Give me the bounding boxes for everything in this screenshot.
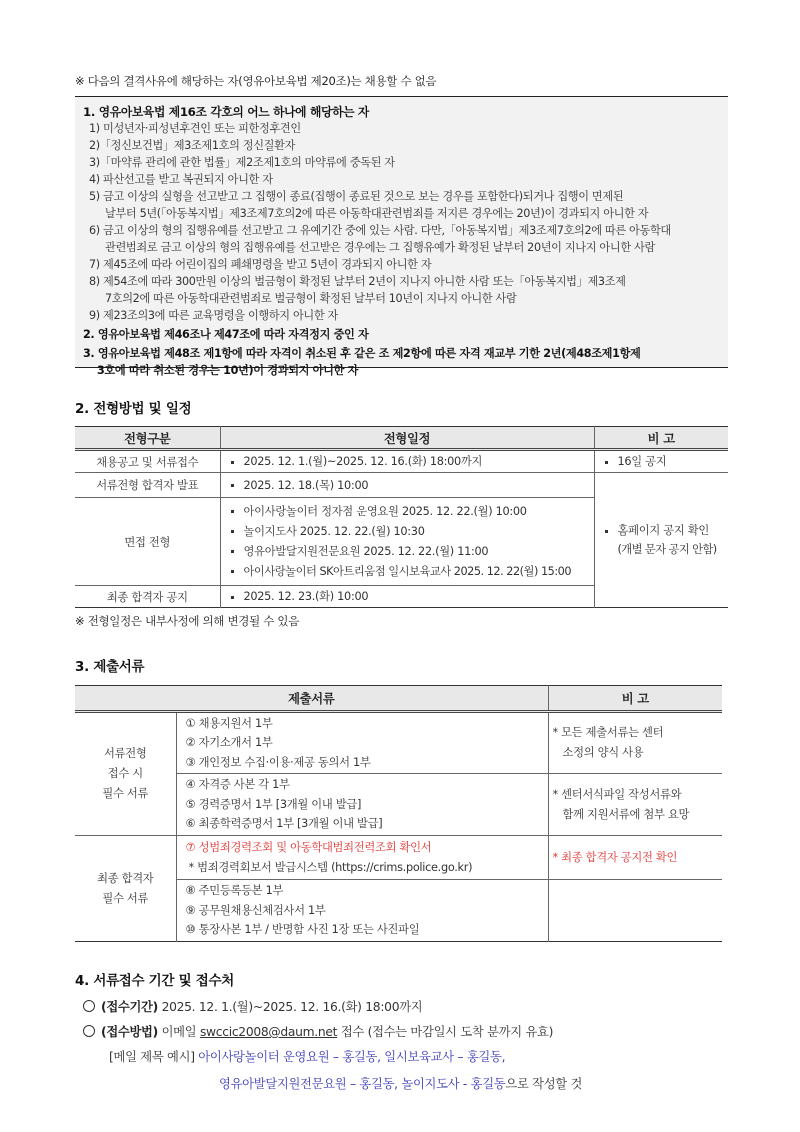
dq-sub-5: 5) 금고 이상의 실형을 선고받고 그 집행이 종료(집행이 종료된 것으로 보는 경우를 포함한다)되거나 집행이 면제된 xyxy=(89,190,624,203)
email-link[interactable]: swccic2008@daum.net xyxy=(199,1025,338,1039)
stage-cell: 면접 전형 xyxy=(75,498,220,586)
bullet-icon xyxy=(231,461,234,464)
dq-sub-3: 3)「마약류 관리에 관한 법률」제2조제1호의 마약류에 중독된 자 xyxy=(89,156,395,169)
circle-bullet-icon xyxy=(83,1000,95,1012)
schedule-cell: 2025. 12. 1.(월)~2025. 12. 16.(화) 18:00까지 xyxy=(220,450,594,473)
document-item-highlight: ⑦ 성범죄경력조회 및 아동학대범죄전력조회 확인서 xyxy=(185,841,432,854)
document-item: ③ 개인정보 수집·이용·제공 동의서 1부 xyxy=(185,755,371,769)
dq-item-2: 2. 영유아보육법 제46조나 제47조에 따라 자격정지 중인 자 xyxy=(83,328,369,341)
document-item: ⑧ 주민등록등본 1부 xyxy=(185,884,284,898)
schedule-cell: 2025. 12. 18.(목) 10:00 xyxy=(220,473,594,498)
merged-remark-cell: 홈페이지 공지 확인 (개별 문자 공지 안함) xyxy=(594,473,728,608)
schedule-header-remark: 비 고 xyxy=(594,427,728,450)
dq-item-3: 3. 영유아보육법 제48조 제1항에 따라 자격이 취소된 후 같은 조 제2항에 따른 자격 재교부 기한 2년(제48조제1항제 xyxy=(83,347,641,360)
document-item: ② 자기소개서 1부 xyxy=(185,736,273,750)
remark-cell: * 센터서식파일 작성서류와 함께 지원서류에 첨부 요망 xyxy=(548,774,722,836)
disqualification-note: ※ 다음의 결격사유에 해당하는 자(영유아보육법 제20조)는 채용할 수 없음 xyxy=(75,74,437,88)
dq-sub-8: 8) 제54조에 따라 300만원 이상의 벌금형이 확정된 날부터 2년이 지나지 아니한 사람 또는「아동복지법」제3조제 xyxy=(89,275,626,288)
bullet-icon xyxy=(231,570,234,573)
schedule-cell: 아이사랑놀이터 정자점 운영요원 2025. 12. 22.(월) 10:00 놀이지도사 2025. 12. 22.(월) 10:30 영유아발달지원전문요원 2025. 12. 22.(월) 11:00 아이사랑놀이터 SK아트리움점 일시보육교사 2025. 12. 22(월) 15:00 xyxy=(220,498,594,586)
section2-title: 2. 전형방법 및 일정 xyxy=(75,401,192,417)
bullet-icon xyxy=(231,530,234,533)
dq-sub-6: 6) 금고 이상의 형의 집행유예를 선고받고 그 유예기간 중에 있는 사람. 다만,「아동복지법」제3조제7호의2에 따른 아동학대 xyxy=(89,224,671,237)
document-item: ⑩ 통장사본 1부 / 반명함 사진 1장 또는 사진파일 xyxy=(185,923,420,937)
document-item: ⑨ 공무원채용신체검사서 1부 xyxy=(185,903,326,917)
bullet-icon xyxy=(605,530,608,533)
documents-header: 제출서류 xyxy=(75,686,548,712)
table-row xyxy=(75,836,722,880)
stage-cell: 서류전형 합격자 발표 xyxy=(75,473,220,498)
dq-sub-9: 9) 제23조의3에 따른 교육명령을 이행하지 아니한 자 xyxy=(89,309,339,322)
example-line-1: [메일 제목 예시] 아이사랑놀이터 운영요원 – 홍길동, 일시보육교사 – 홍길동, xyxy=(109,1050,506,1064)
dq-item-1: 1. 영유아보육법 제16조 각호의 어느 하나에 해당하는 자 xyxy=(83,105,369,119)
bullet-icon xyxy=(605,461,608,464)
schedule-header-date: 전형일정 xyxy=(220,427,594,450)
dq-sub-5-cont: 날부터 5년(「아동복지법」제3조제7호의2에 따른 아동학대관련범죄를 저지른 경우에는 20년)이 경과되지 아니한 자 xyxy=(105,207,649,220)
example-line-2: 영유아발달지원전문요원 – 홍길동, 놀이지도사 - 홍길동으로 작성할 것 xyxy=(219,1077,583,1091)
documents-remark-header: 비 고 xyxy=(548,686,722,712)
section3-title: 3. 제출서류 xyxy=(75,659,145,675)
bullet-icon xyxy=(231,484,234,487)
documents-cell xyxy=(176,836,548,880)
dq-sub-4: 4) 파산선고를 받고 복권되지 아니한 자 xyxy=(89,173,273,186)
remark-cell: * 모든 제출서류는 센터 소정의 양식 사용 xyxy=(548,712,722,774)
document-item: ⑤ 경력증명서 1부 [3개월 이내 발급] xyxy=(185,797,362,811)
documents-table xyxy=(75,685,722,942)
stage-cell: 최종 합격자 공지 xyxy=(75,586,220,608)
dq-sub-8-cont: 7호의2에 따른 아동학대관련범죄로 벌금형이 확정된 날부터 10년이 지나지 아니한 사람 xyxy=(105,292,517,305)
table-row xyxy=(75,473,728,498)
schedule-note: ※ 전형일정은 내부사정에 의해 변경될 수 있음 xyxy=(75,614,300,628)
table-row xyxy=(75,712,722,774)
method-line: (접수방법) 이메일 swccic2008@daum.net 접수 (접수는 마감일시 도착 분까지 유효) xyxy=(83,1022,553,1040)
disqualification-box xyxy=(75,96,728,377)
group-label-final: 최종 합격자 필수 서류 xyxy=(75,836,176,942)
remark-cell: 16일 공지 xyxy=(594,450,728,473)
bullet-icon xyxy=(231,550,234,553)
dq-sub-7: 7) 제45조에 따라 어린이집의 폐쇄명령을 받고 5년이 경과되지 아니한 자 xyxy=(89,258,432,271)
document-item: ④ 자격증 사본 각 1부 xyxy=(185,778,290,792)
schedule-header-stage: 전형구분 xyxy=(75,427,220,450)
bullet-icon xyxy=(231,596,234,599)
stage-cell: 채용공고 및 서류접수 xyxy=(75,450,220,473)
document-item: ⑥ 최종학력증명서 1부 [3개월 이내 발급] xyxy=(185,817,383,831)
documents-cell xyxy=(176,774,548,836)
period-line: (접수기간) 2025. 12. 1.(월)~2025. 12. 16.(화) 18:00까지 xyxy=(83,997,422,1015)
dq-sub-6-cont: 관련범죄로 금고 이상의 형의 집행유예를 선고받은 경우에는 그 집행유예가 확정된 날부터 20년이 지나지 아니한 사람 xyxy=(105,241,655,254)
document-item: ① 채용지원서 1부 xyxy=(185,716,273,730)
schedule-cell: 2025. 12. 23.(화) 10:00 xyxy=(220,586,594,608)
document-subnote: * 범죄경력회보서 발급시스템 (https://crims.police.go.kr) xyxy=(188,860,473,874)
documents-cell xyxy=(176,880,548,942)
bullet-icon xyxy=(231,510,234,513)
remark-cell xyxy=(548,880,722,942)
dq-sub-1: 1) 미성년자·피성년후견인 또는 피한정후견인 xyxy=(89,122,301,135)
remark-subtext: (개별 문자 공지 안함) xyxy=(617,543,717,556)
dq-sub-2: 2)「정신보건법」제3조제1호의 정신질환자 xyxy=(89,139,296,152)
group-label-screening: 서류전형 접수 시 필수 서류 xyxy=(75,712,176,836)
circle-bullet-icon xyxy=(83,1025,95,1037)
remark-cell-highlight: * 최종 합격자 공지전 확인 xyxy=(548,836,722,880)
documents-cell xyxy=(176,712,548,774)
schedule-table xyxy=(75,426,728,608)
section4-title: 4. 서류접수 기간 및 접수처 xyxy=(75,973,234,989)
table-row xyxy=(75,450,728,473)
dq-item-3-cont: 3호에 따라 취소된 경우는 10년)이 경과되지 아니한 자 xyxy=(97,364,359,377)
